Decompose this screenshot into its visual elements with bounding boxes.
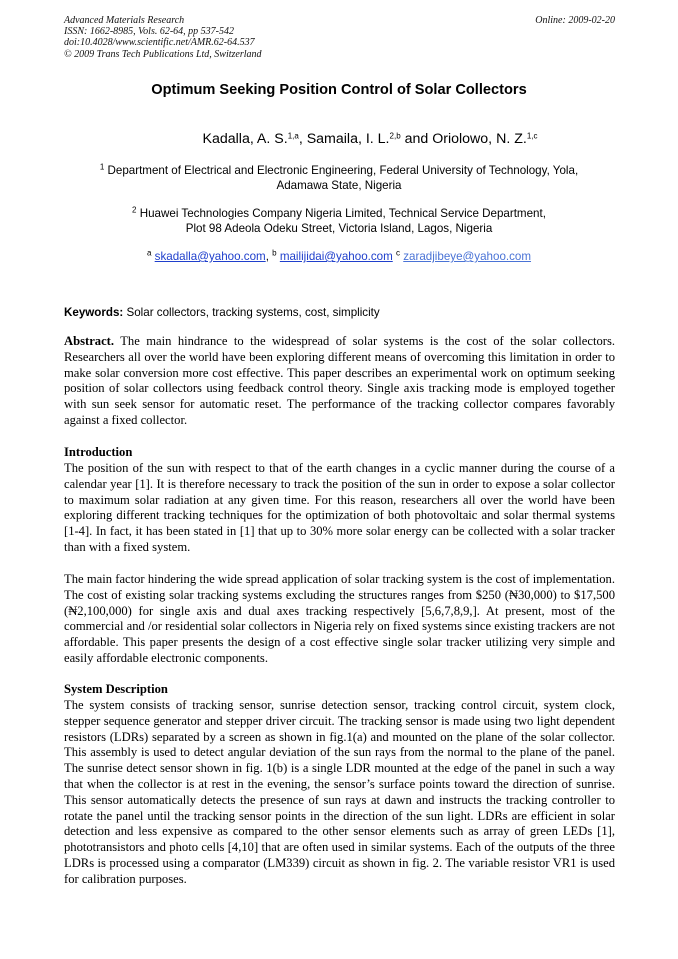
introduction-paragraph-2: The main factor hindering the wide spread application of solar tracking system is the cost of implementation. The cost of existing solar tracking systems excluding the structures ranges from $250 (₦30,000) to $17,500 (₦2,100,000) for single axis and dual axes tracking respectively [5,6,7,8,9,]. At present, most of the commercial and /or residential solar collectors in Nigeria rely on fixed systems since existing trackers are not affordable. This paper presents the design of a cost effective single solar tracker utilizing very simple and easily affordable electronic components. — [64, 572, 615, 665]
affiliation-superscript: 2 — [132, 205, 137, 215]
section-heading-system-description: System Description — [64, 682, 168, 696]
author-superscript: 2,b — [389, 131, 401, 141]
author-superscript: 1,c — [526, 131, 538, 141]
introduction-paragraph-1: The position of the sun with respect to that of the earth changes in a cyclic manner during the course of a calendar year [1]. It is therefore necessary to track the position of the sun in order to expose a solar collector to maximum solar radiation at any given time. For this reason, researchers all over the world have been exploring different tracking techniques for the optimization of both photovoltaic and solar thermal systems [1-4]. In fact, it has been stated in [1] that up to 30% more solar energy can be collected with a solar tracker than with a fixed system. — [64, 461, 615, 554]
author-separator: , — [298, 131, 307, 147]
author-name: Kadalla, A. S. — [202, 131, 288, 147]
email-link-c[interactable]: zaradjibeye@yahoo.com — [403, 250, 532, 263]
abstract-label: Abstract. — [64, 334, 115, 348]
email-superscript: b — [272, 248, 277, 258]
doi-line: doi:10.4028/www.scientific.net/AMR.62-64.537 — [64, 37, 255, 49]
online-date: Online: 2009-02-20 — [535, 15, 615, 26]
email-list — [40, 249, 638, 264]
author-name: Oriolowo, N. Z. — [432, 131, 527, 147]
author-separator: and — [400, 131, 433, 147]
affiliation-1 — [40, 163, 638, 193]
issn-line: ISSN: 1662-8985, Vols. 62-64, pp 537-542 — [64, 26, 234, 38]
email-superscript: a — [146, 248, 152, 258]
section-heading-introduction: Introduction — [64, 445, 133, 459]
keywords-text: Solar collectors, tracking systems, cost, simplicity — [123, 306, 380, 319]
affiliation-line: Department of Electrical and Electronic Engineering, Federal University of Technology, Yola, — [107, 164, 579, 177]
author-list — [100, 130, 640, 148]
keywords — [64, 305, 615, 320]
abstract — [64, 334, 615, 429]
affiliation-line: Plot 98 Adeola Odeku Street, Victoria Island, Lagos, Nigeria — [185, 222, 493, 235]
affiliation-superscript: 1 — [99, 162, 105, 172]
abstract-text: The main hindrance to the widespread of solar systems is the cost of the solar collectors. Researchers all over the world have been exploring different means of overcoming this limitation in order to make solar conversion more cost effective. This paper describes an experimental work on optimum seeking position of solar collectors using feedback control theory. Single axis tracking mode is employed together with sun seek sensor for automatic reset. The performance of the tracking collector compares favorably against a fixed collector. — [64, 334, 615, 427]
email-separator: , — [265, 250, 273, 263]
author-name: Samaila, I. L. — [306, 131, 390, 147]
author-superscript: 1,a — [287, 131, 299, 141]
journal-header — [64, 15, 464, 60]
paper-title: Optimum Seeking Position Control of Solar Collectors — [151, 82, 527, 98]
journal-name: Advanced Materials Research — [64, 15, 185, 26]
copyright-line: © 2009 Trans Tech Publications Ltd, Switzerland — [64, 48, 262, 60]
email-superscript: c — [396, 248, 400, 258]
system-description-paragraph: The system consists of tracking sensor, sunrise detection sensor, tracking control circuit, system clock, stepper sequence generator and stepper driver circuit. The tracking sensor is made using two light dependent resistors (LDRs) separated by a screen as shown in fig.1(a) and mounted on the plane of the solar collector. This assembly is used to detect angular deviation of the sun rays from the normal to the plane of the panel. The sunrise detect sensor shown in fig. 1(b) is a single LDR mounted at the edge of the panel in such a way that when the collector is at rest in the evening, the sensor’s surface points toward the direction of sunrise. This sensor automatically detects the presence of sun rays at dawn and instructs the tracking controller to rotate the panel until the tracking sensor points in the direction of the sun light. LDRs are efficient in solar detection and less expensive as compared to the other sensor elements such as array of green LEDs [1], phototransistors and photo cells [4,10] that are often used in similar systems. Each of the outputs of the three LDRs is processed using a comparator (LM339) circuit as shown in fig. 2. The variable resistor VR1 is used for calibration purposes. — [64, 698, 615, 886]
keywords-label: Keywords: — [64, 306, 124, 319]
affiliation-line: Huawei Technologies Company Nigeria Limited, Technical Service Department, — [139, 207, 546, 220]
email-link-b[interactable]: mailijidai@yahoo.com — [279, 250, 393, 263]
email-link-a[interactable]: skadalla@yahoo.com — [154, 250, 266, 263]
affiliation-line: Adamawa State, Nigeria — [276, 179, 402, 192]
affiliation-2 — [40, 206, 638, 236]
